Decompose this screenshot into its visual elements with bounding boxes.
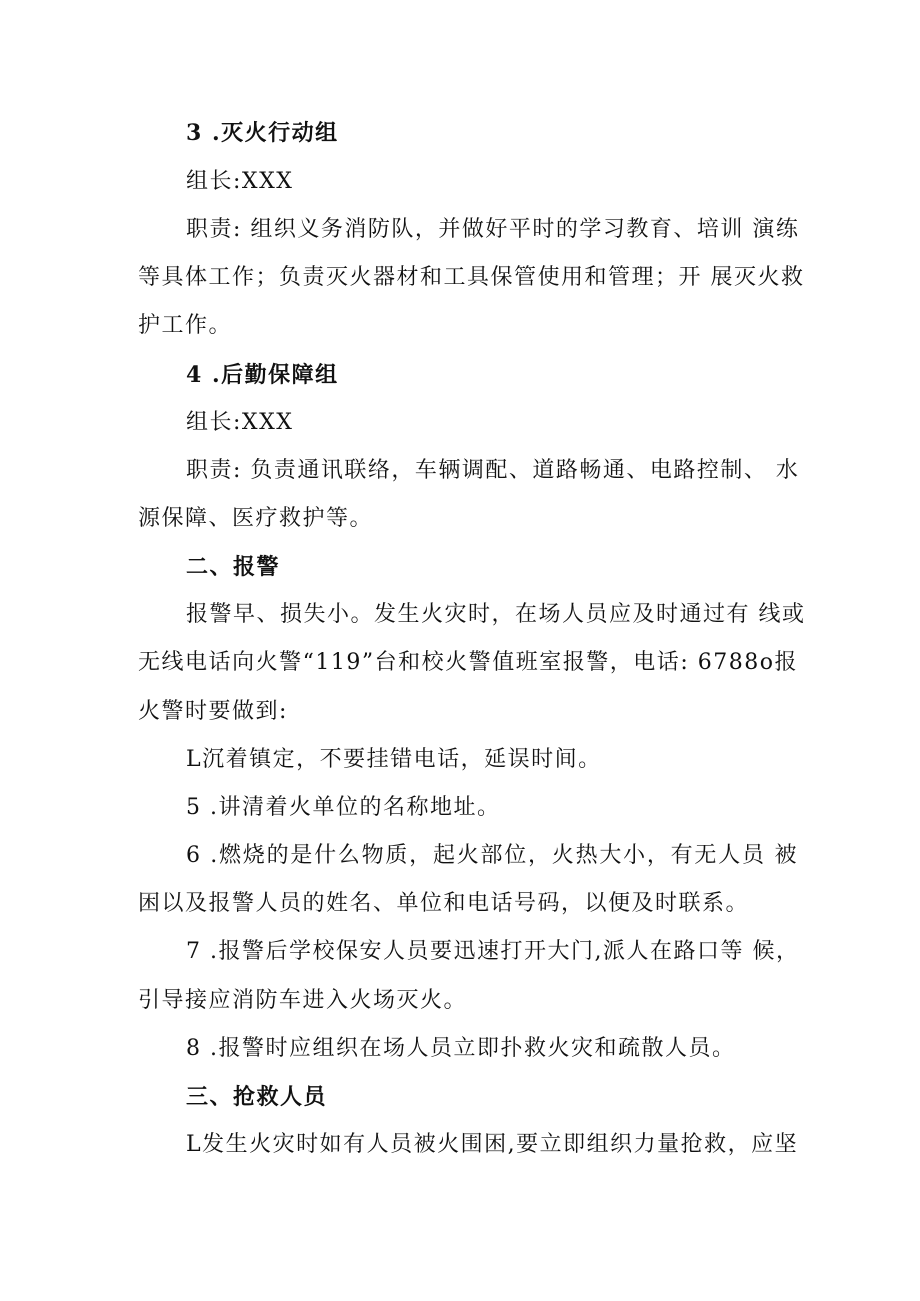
heading-fire-action-group: 3 .灭火行动组	[186, 120, 339, 146]
duty-paragraph-line: 源保障、医疗救护等。	[138, 506, 374, 531]
duty-paragraph-line: 等具体工作；负责灭火器材和工具保管使用和管理；开 展灭火救	[138, 265, 805, 290]
duty-paragraph-line: 职责: 负责通讯联络，车辆调配、道路畅通、电路控制、 水	[186, 458, 800, 483]
group-leader-line: 组长:XXX	[186, 169, 294, 194]
list-item-line: 7 .报警后学校保安人员要迅速打开大门,派人在路口等 候，	[186, 939, 800, 964]
paragraph-line: L发生火灾时如有人员被火围困,要立即组织力量抢救，应坚	[186, 1132, 799, 1157]
section-heading-alarm: 二、报警	[186, 554, 281, 580]
paragraph-line: 无线电话向火警“119”台和校火警值班室报警，电话: 6788o报	[138, 650, 798, 675]
list-item-line: 6 .燃烧的是什么物质，起火部位，火热大小，有无人员 被	[186, 843, 798, 868]
duty-paragraph-line: 职责: 组织义务消防队，并做好平时的学习教育、培训 演练	[186, 217, 800, 242]
list-item-line: L沉着镇定，不要挂错电话，延误时间。	[186, 747, 602, 772]
list-item-line: 引导接应消防车进入火场灭火。	[138, 988, 468, 1013]
group-leader-line: 组长:XXX	[186, 410, 294, 435]
paragraph-line: 火警时要做到:	[138, 699, 288, 724]
heading-logistics-group: 4 .后勤保障组	[186, 362, 339, 388]
list-item-line: 8 .报警时应组织在场人员立即扑救火灾和疏散人员。	[186, 1036, 736, 1061]
section-heading-rescue: 三、抢救人员	[186, 1084, 328, 1110]
list-item-line: 困以及报警人员的姓名、单位和电话号码，以便及时联系。	[138, 891, 750, 916]
paragraph-line: 报警早、损失小。发生火灾时，在场人员应及时通过有 线或	[186, 602, 806, 627]
list-item-line: 5 .讲清着火单位的名称地址。	[186, 795, 501, 820]
duty-paragraph-line: 护工作。	[138, 313, 233, 338]
